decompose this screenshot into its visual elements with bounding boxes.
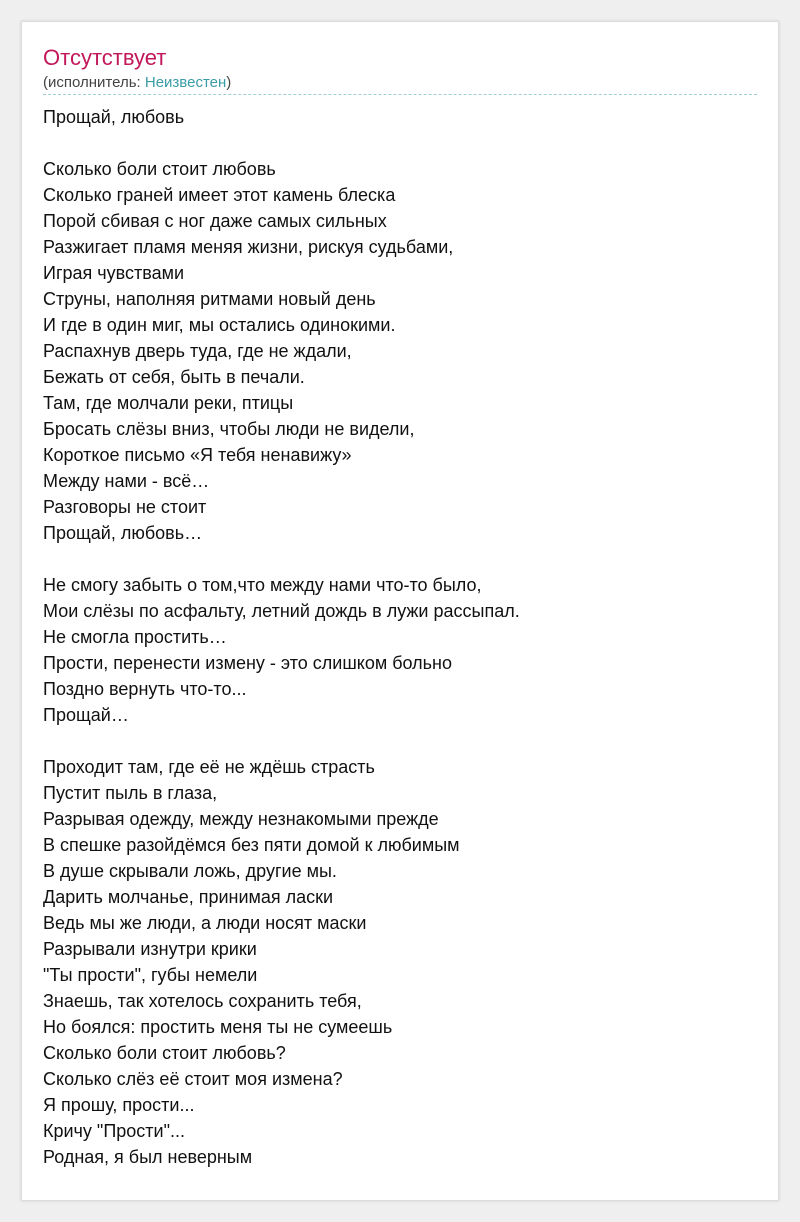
lyric-line: Прощай, любовь [43, 107, 185, 127]
stanza-break [43, 546, 763, 572]
lyrics-card [21, 21, 779, 1201]
lyric-line: Я прошу, прости... [43, 1095, 195, 1115]
lyric-line: В душе скрывали ложь, другие мы. [43, 861, 337, 881]
lyric-line: Кричу "Прости"... [43, 1121, 185, 1141]
artist-label: (исполнитель: [43, 74, 145, 91]
lyric-line: Ведь мы же люди, а люди носят маски [43, 913, 367, 933]
lyric-line: Струны, наполняя ритмами новый день [43, 289, 376, 309]
lyric-line: Разрывали изнутри крики [43, 939, 257, 959]
lyric-line: Играя чувствами [43, 263, 185, 283]
lyric-line: Знаешь, так хотелось сохранить тебя, [43, 991, 362, 1011]
lyric-line: Короткое письмо «Я тебя ненавижу» [43, 445, 352, 465]
lyric-line: Там, где молчали реки, птицы [43, 393, 294, 413]
lyric-line: Сколько боли стоит любовь [43, 159, 276, 179]
lyric-line: Не смогла простить… [43, 627, 227, 647]
lyrics-body [43, 104, 763, 1170]
lyric-line: Бросать слёзы вниз, чтобы люди не видели, [43, 419, 415, 439]
lyric-line: Дарить молчанье, принимая ласки [43, 887, 334, 907]
lyric-line: Поздно вернуть что-то... [43, 679, 247, 699]
lyric-line: Сколько боли стоит любовь? [43, 1043, 286, 1063]
lyric-line: Между нами - всё… [43, 471, 210, 491]
lyric-line: Сколько граней имеет этот камень блеска [43, 185, 396, 205]
artist-label-close: ) [226, 74, 232, 91]
lyric-line: И где в один миг, мы остались одинокими. [43, 315, 396, 335]
artist-link[interactable]: Неизвестен [144, 74, 227, 91]
lyric-line: Бежать от себя, быть в печали. [43, 367, 305, 387]
lyric-line: Разговоры не стоит [43, 497, 207, 517]
lyric-line: Пустит пыль в глаза, [43, 783, 218, 803]
lyric-line: Но боялся: простить меня ты не сумеешь [43, 1017, 393, 1037]
song-title: Отсутствует [43, 45, 167, 70]
lyric-line: Родная, я был неверным [43, 1147, 253, 1167]
lyric-line: Прощай, любовь… [43, 523, 203, 543]
title-divider [43, 94, 757, 95]
lyric-line: Не смогу забыть о том,что между нами что-то было, [43, 575, 482, 595]
lyric-line: Проходит там, где её не ждёшь страсть [43, 757, 375, 777]
stanza-break [43, 130, 763, 156]
lyric-line: Сколько слёз её стоит моя измена? [43, 1069, 343, 1089]
lyric-line: Прости, перенести измену - это слишком больно [43, 653, 452, 673]
lyric-line: Мои слёзы по асфальту, летний дождь в лужи рассыпал. [43, 601, 520, 621]
lyric-line: Порой сбивая с ног даже самых сильных [43, 211, 387, 231]
lyric-line: Разрывая одежду, между незнакомыми прежде [43, 809, 439, 829]
artist-line [43, 73, 231, 93]
lyric-line: Распахнув дверь туда, где не ждали, [43, 341, 352, 361]
lyric-line: В спешке разойдёмся без пяти домой к любимым [43, 835, 460, 855]
lyric-line: Разжигает пламя меняя жизни, рискуя судьбами, [43, 237, 454, 257]
lyric-line: "Ты прости", губы немели [43, 965, 258, 985]
stanza-break [43, 728, 763, 754]
lyric-line: Прощай… [43, 705, 129, 725]
